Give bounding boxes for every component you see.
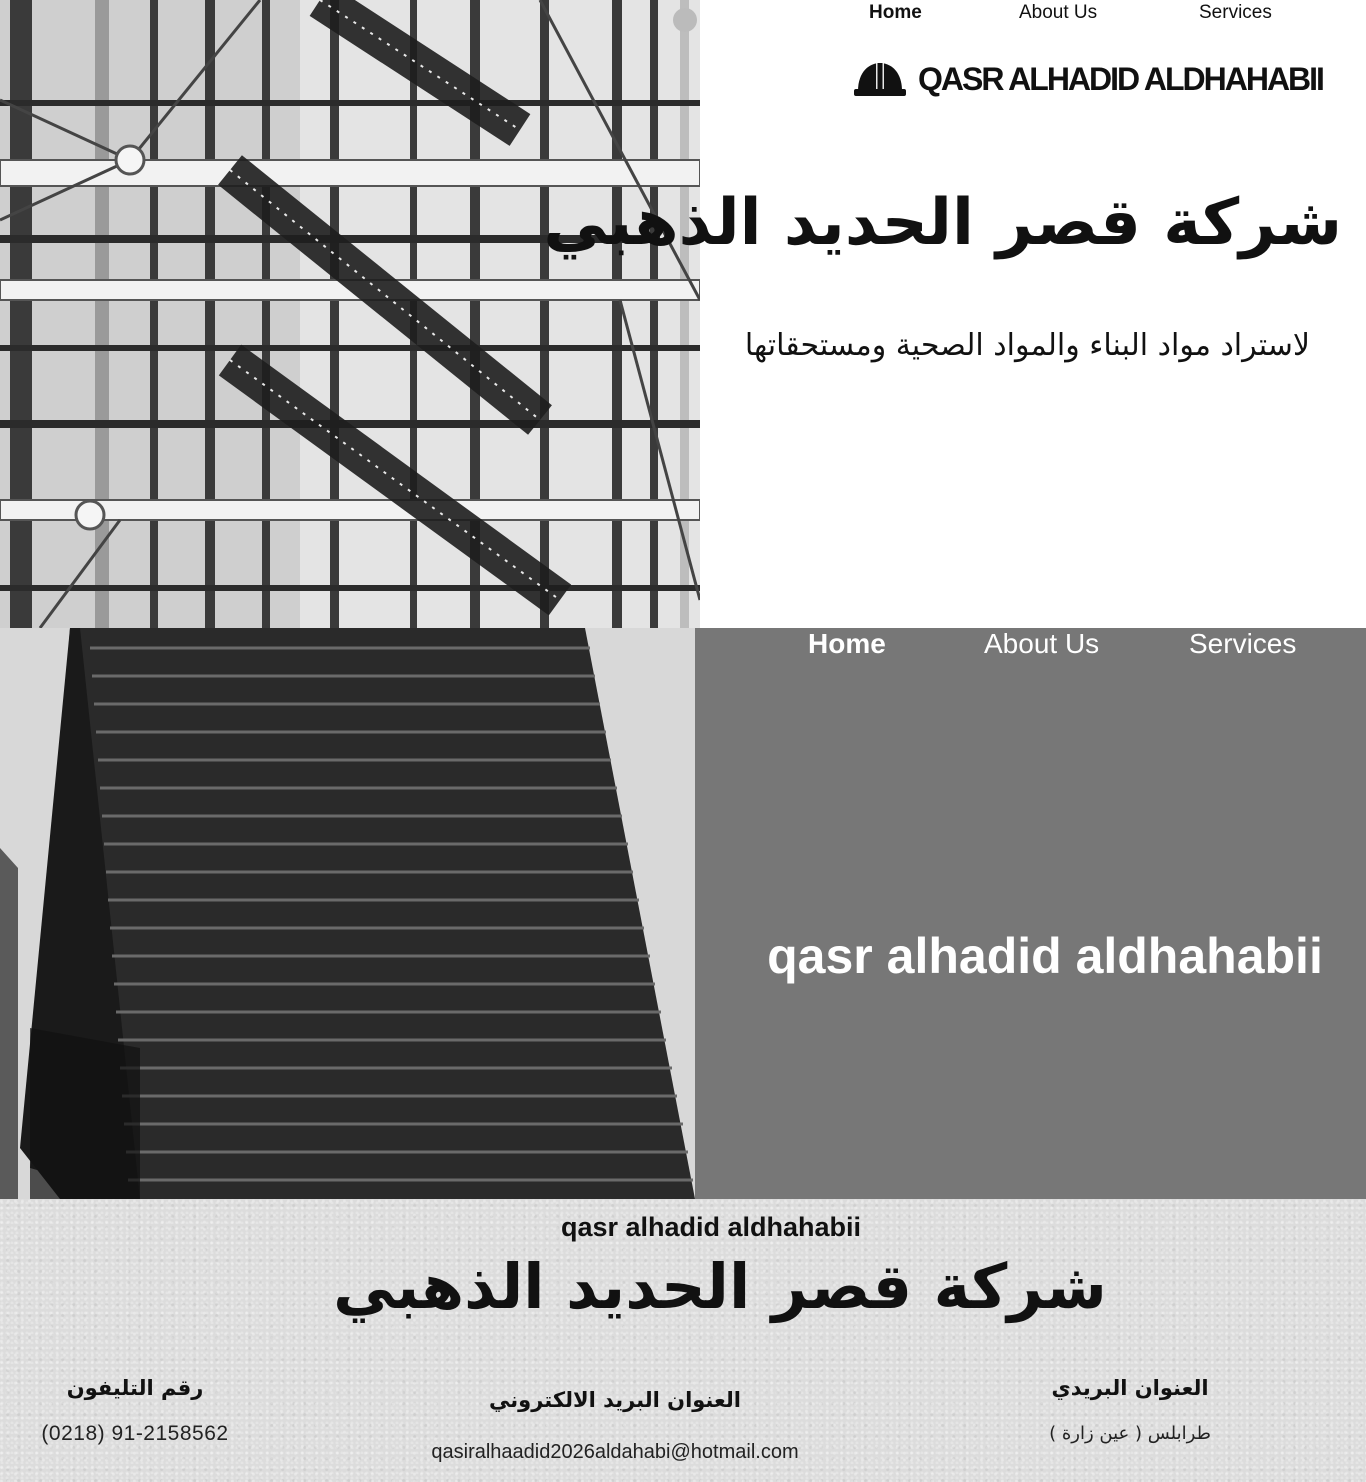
email-address[interactable]: qasiralhaadid2026aldahabi@hotmail.com <box>431 1441 799 1463</box>
nav-home[interactable]: Home <box>869 2 922 23</box>
address-label: العنوان البريدي <box>1051 1376 1209 1400</box>
postal-address: طرابلس ( عين زارة ) <box>1049 1423 1211 1444</box>
nav-home[interactable]: Home <box>808 628 886 659</box>
footer-company-name-arabic: شركة قصر الحديد الذهبي <box>333 1250 1107 1323</box>
phone-number[interactable]: (0218) 91-2158562 <box>41 1422 229 1445</box>
contact-address <box>1030 1373 1230 1449</box>
hero-section <box>0 0 1366 628</box>
contact-email <box>410 1385 820 1467</box>
phone-label: رقم التليفون <box>66 1376 204 1400</box>
hero-title: شركة قصر الحديد الذهبي <box>543 185 1342 260</box>
section-title: qasr alhadid aldhahabii <box>767 927 1323 984</box>
nav-services[interactable]: Services <box>1199 2 1272 23</box>
brand-name: QASR ALHADID ALDHAHABII <box>918 60 1323 97</box>
footer <box>0 1199 1366 1482</box>
about-section <box>0 628 1366 1199</box>
skyscraper-photo <box>0 628 695 1199</box>
email-label: العنوان البريد الالكتروني <box>489 1388 741 1412</box>
scaffolding-staircase-photo <box>0 0 700 628</box>
brand-logo[interactable] <box>852 55 1323 103</box>
nav-services[interactable]: Services <box>1189 628 1297 659</box>
nav-about-us[interactable]: About Us <box>984 628 1100 659</box>
footer-company-name-latin: qasr alhadid aldhahabii <box>560 1212 862 1242</box>
hero-subtitle: لاستراد مواد البناء والمواد الصحية ومستحقاتها <box>744 328 1310 363</box>
nav-about-us[interactable]: About Us <box>1019 2 1098 23</box>
contact-phone <box>20 1373 250 1449</box>
hard-hat-icon <box>852 59 908 99</box>
